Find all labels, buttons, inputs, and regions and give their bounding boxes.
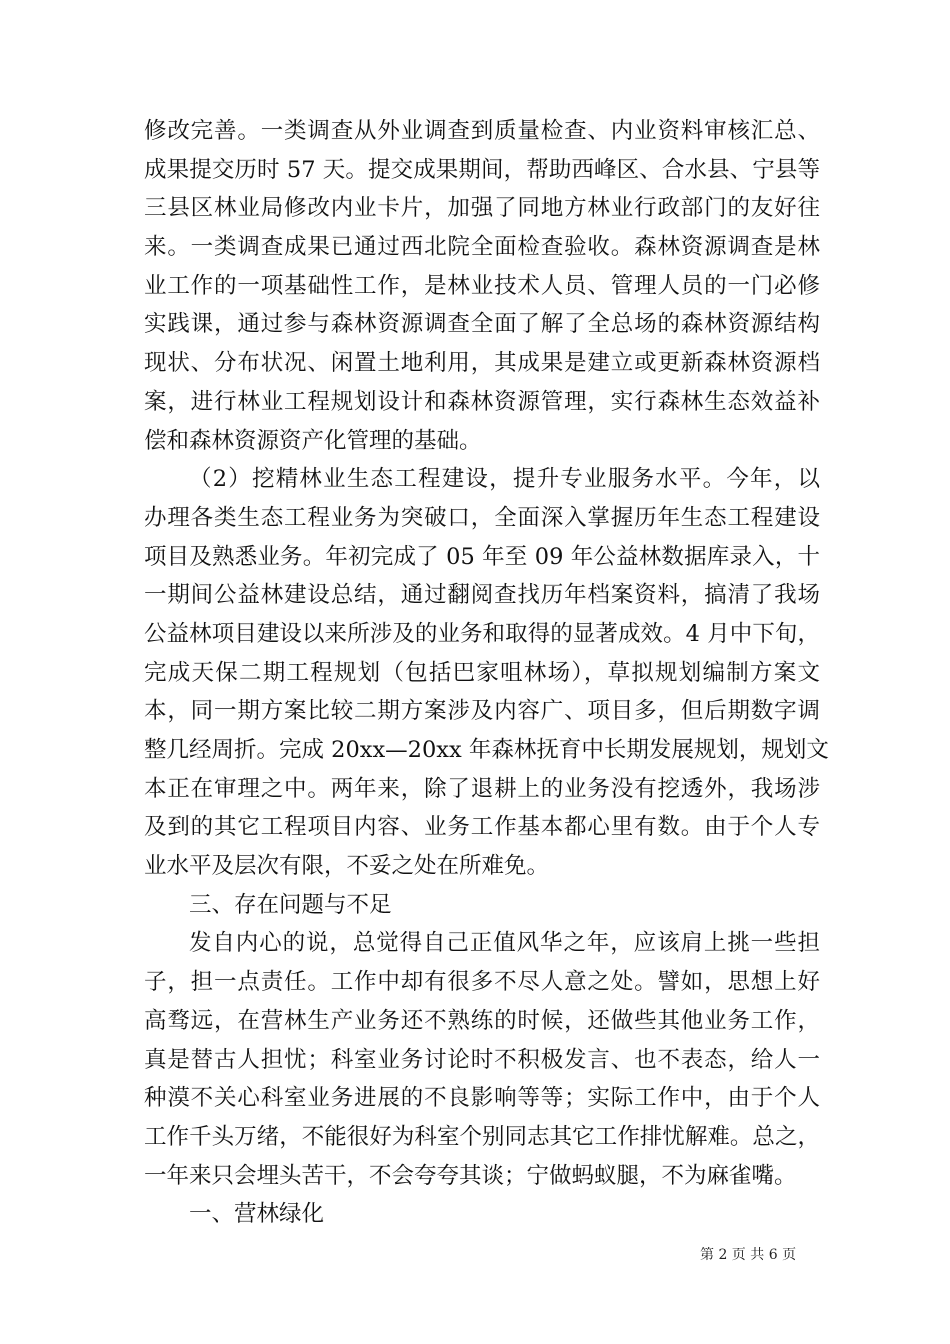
section-heading: 三、存在问题与不足 [189,891,392,918]
text-line: 成果提交历时 57 天。提交成果期间，帮助西峰区、合水县、宁县等 [144,156,820,183]
text-line: 完成天保二期工程规划（包括巴家咀林场），草拟规划编制方案文 [144,659,820,686]
body-text [144,112,829,1234]
text-line: 办理各类生态工程业务为突破口，全面深入掌握历年生态工程建设 [144,504,820,531]
text-line: 一年来只会埋头苦干，不会夸夸其谈；宁做蚂蚁腿，不为麻雀嘴。 [144,1162,797,1189]
text-line: 高骛远，在营林生产业务还不熟练的时候，还做些其他业务工作， [144,1007,820,1034]
text-line: 业水平及层次有限，不妥之处在所难免。 [144,853,550,880]
text-line: 整几经周折。完成 20xx—20xx 年森林抚育中长期发展规划，规划文 [144,737,829,763]
paragraph-start-line: 发自内心的说，总觉得自己正值风华之年，应该肩上挑一些担 [189,930,820,957]
paragraph-start-line: （2）挖精林业生态工程建设，提升专业服务水平。今年，以 [189,466,820,493]
text-line: 子，担一点责任。工作中却有很多不尽人意之处。譬如，思想上好 [144,969,820,996]
text-line: 三县区林业局修改内业卡片，加强了同地方林业行政部门的友好往 [144,195,820,222]
text-line: 现状、分布状况、闲置土地利用，其成果是建立或更新森林资源档 [144,350,820,377]
section-heading: 一、营林绿化 [189,1201,325,1228]
text-line: 公益林项目建设以来所涉及的业务和取得的显著成效。4 月中下旬， [144,620,820,647]
text-line: 真是替古人担忧；科室业务讨论时不积极发言、也不表态，给人一 [144,1046,820,1073]
text-line: 种漠不关心科室业务进展的不良影响等等；实际工作中，由于个人 [144,1085,820,1112]
text-line: 修改完善。一类调查从外业调查到质量检查、内业资料审核汇总、 [144,118,820,144]
text-line: 工作千头万绪，不能很好为科室个别同志其它工作排忧解难。总之， [144,1123,820,1150]
text-line: 业工作的一项基础性工作，是林业技术人员、管理人员的一门必修 [144,272,820,299]
text-line: 偿和森林资源资产化管理的基础。 [144,427,482,454]
text-line: 本，同一期方案比较二期方案涉及内容广、项目多，但后期数字调 [144,698,820,725]
text-line: 项目及熟悉业务。年初完成了 05 年至 09 年公益林数据库录入，十 [144,543,820,570]
text-line: 本正在审理之中。两年来，除了退耕上的业务没有挖透外，我场涉 [144,775,820,802]
text-line: 一期间公益林建设总结，通过翻阅查找历年档案资料，搞清了我场 [144,582,820,609]
text-line: 实践课，通过参与森林资源调查全面了解了全总场的森林资源结构 [144,311,820,338]
text-line: 案，进行林业工程规划设计和森林资源管理，实行森林生态效益补 [144,388,820,415]
page-number: 第 2 页 共 6 页 [700,1247,797,1263]
text-line: 来。一类调查成果已通过西北院全面检查验收。森林资源调查是林 [144,234,820,261]
text-line: 及到的其它工程项目内容、业务工作基本都心里有数。由于个人专 [144,814,820,841]
